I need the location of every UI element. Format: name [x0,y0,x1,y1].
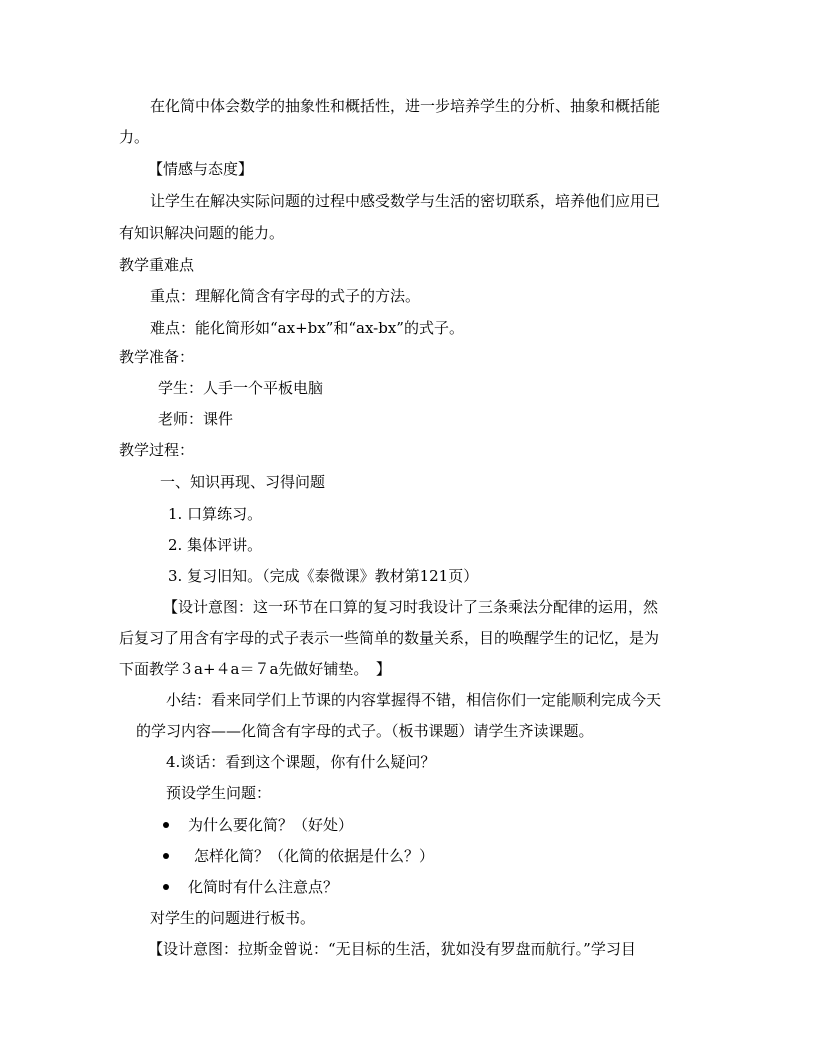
difficult-point: 难点：能化简形如“ax+bx”和“ax-bx”的式子。 [150,319,464,337]
paragraph-line: 有知识解决问题的能力。 [119,224,285,242]
summary-line: 的学习内容——化简含有字母的式子。（板书课题）请学生齐读课题。 [136,722,594,740]
bullet-item: 化简时有什么注意点？ [188,878,339,896]
design-intent-line: 下面教学３a+４a＝７a先做好铺垫。 】 [119,660,391,678]
section-heading: 【情感与态度】 [148,160,254,178]
bullet-icon [163,822,169,828]
prep-item: 学生：人手一个平板电脑 [158,379,324,397]
paragraph-line: 对学生的问题进行板书。 [150,909,316,927]
design-intent-line: 【设计意图：拉斯金曾说：“无目标的生活，犹如没有罗盘而航行。”学习目 [148,940,636,958]
list-item: 3. 复习旧知。（完成《泰微课》教材第121页） [168,567,479,585]
paragraph-line: 让学生在解决实际问题的过程中感受数学与生活的密切联系，培养他们应用已 [150,192,661,210]
list-item: 2. 集体评讲。 [168,536,263,554]
list-item: 1. 口算练习。 [168,505,263,523]
design-intent-line: 【设计意图：这一环节在口算的复习时我设计了三条乘法分配律的运用，然 [163,598,659,616]
bullet-icon [163,853,169,859]
bullet-item: 怎样化简？（化简的依据是什么？） [194,847,435,865]
paragraph-line: 在化简中体会数学的抽象性和概括性，进一步培养学生的分析、抽象和概括能 [150,97,661,115]
subsection-heading: 一、知识再现、习得问题 [160,473,326,491]
bullet-icon [163,884,169,890]
key-point: 重点：理解化简含有字母的式子的方法。 [150,287,421,305]
section-heading: 教学重难点 [119,256,195,274]
bullet-item: 为什么要化简？（好处） [188,816,354,834]
design-intent-line: 后复习了用含有字母的式子表示一些简单的数量关系，目的唤醒学生的记忆，是为 [119,629,660,647]
section-heading: 教学准备： [119,348,195,366]
preset-heading: 预设学生问题： [166,784,272,802]
section-heading: 教学过程： [119,441,195,459]
prep-item: 老师：课件 [158,410,234,428]
paragraph-line: 力。 [119,128,150,146]
list-item: 4.谈话：看到这个课题，你有什么疑问？ [166,753,436,771]
summary-line: 小结：看来同学们上节课的内容掌握得不错，相信你们一定能顺利完成今天 [166,691,662,709]
